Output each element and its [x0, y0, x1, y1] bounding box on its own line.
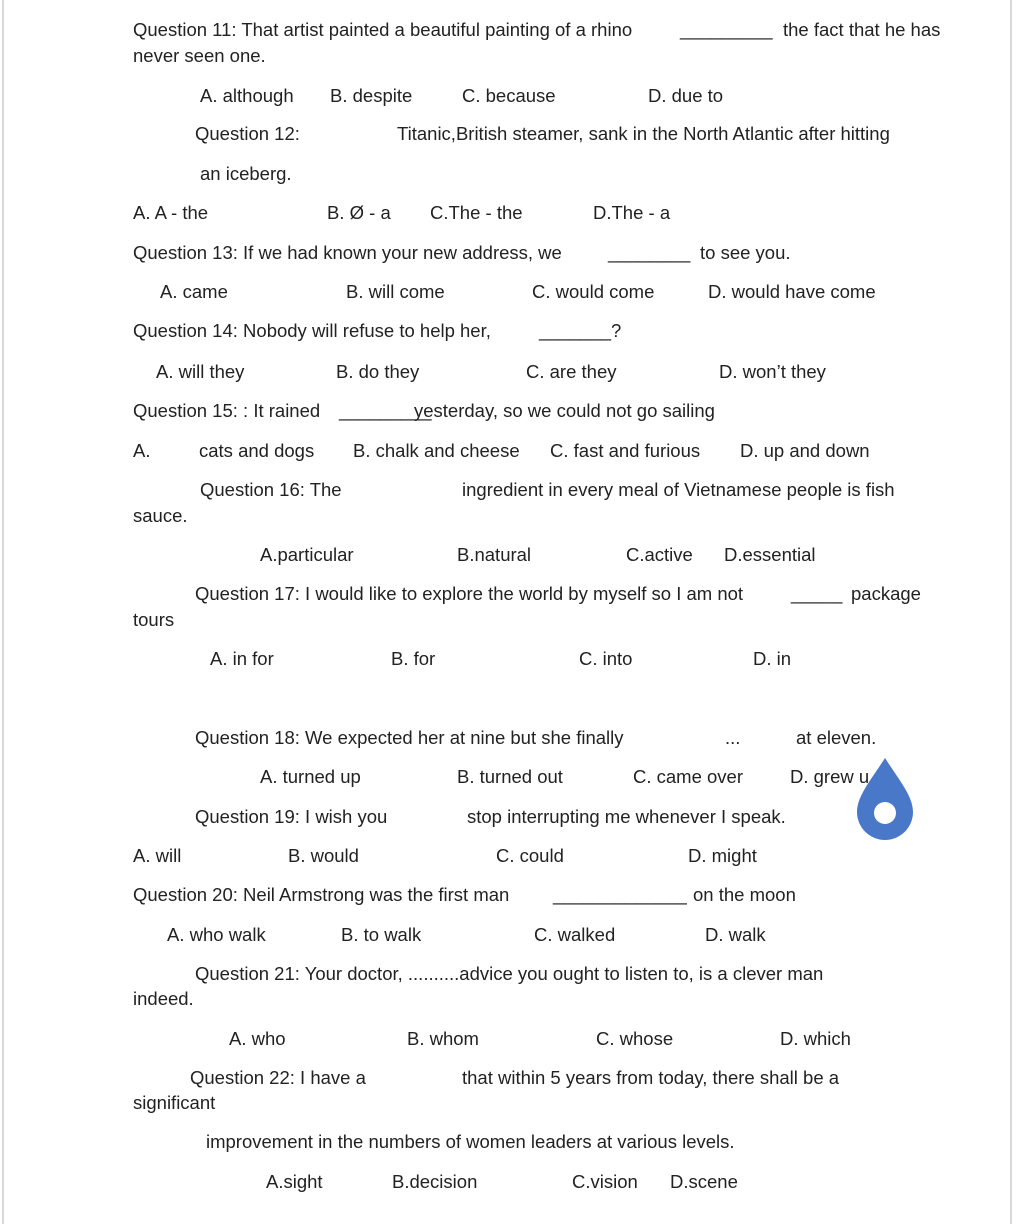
q15-option-a: cats and dogs	[199, 440, 315, 461]
q15-option-b: B. chalk and cheese	[353, 440, 520, 461]
q12-stem-line2: an iceberg.	[200, 163, 292, 184]
q17-option-b: B. for	[391, 648, 436, 669]
q18-option-d: D. grew u	[790, 766, 870, 787]
q18-stem: Question 18: We expected her at nine but she finally	[195, 727, 624, 748]
q18-option-b: B. turned out	[457, 766, 563, 787]
q22-option-c: C.vision	[572, 1171, 638, 1192]
q18-option-a: A. turned up	[260, 766, 361, 787]
q17-option-d: D. in	[753, 648, 792, 669]
q12-option-d: D.The - a	[593, 202, 671, 223]
q19-option-d: D. might	[688, 845, 757, 866]
q11-option-d: D. due to	[648, 85, 724, 106]
left-page-border	[2, 0, 4, 1224]
q16-stem: Question 16: The	[200, 479, 342, 500]
q22-option-b: B.decision	[392, 1171, 478, 1192]
q22-stem-line2: significant	[133, 1092, 216, 1113]
q12-option-a: A. A - the	[133, 202, 209, 223]
q15-option-d: D. up and down	[740, 440, 870, 461]
right-page-border	[1010, 0, 1012, 1224]
q14-option-b: B. do they	[336, 361, 420, 382]
q11-stem: Question 11: That artist painted a beautiful painting of a rhino	[133, 19, 633, 40]
q20-stem: Question 20: Neil Armstrong was the first man	[133, 884, 510, 905]
q20-option-d: D. walk	[705, 924, 766, 945]
q19-option-b: B. would	[288, 845, 359, 866]
q21-option-b: B. whom	[407, 1028, 479, 1049]
q18-dots: ...	[725, 727, 741, 748]
q17-stem-line2: tours	[133, 609, 175, 630]
q16-stem-line2: sauce.	[133, 505, 188, 526]
q11-option-c: C. because	[462, 85, 556, 106]
q12-stem-cont: Titanic,British steamer, sank in the North Atlantic after hitting	[397, 123, 890, 144]
q11-option-a: A. although	[200, 85, 294, 106]
q15-option-a-letter: A.	[133, 440, 151, 461]
q14-blank: _______?	[539, 320, 622, 341]
water-drop-icon[interactable]	[855, 756, 915, 842]
q20-stem-cont: on the moon	[693, 884, 796, 905]
q13-stem: Question 13: If we had known your new address, we	[133, 242, 562, 263]
q19-stem-cont: stop interrupting me whenever I speak.	[467, 806, 786, 827]
q22-stem-line3: improvement in the numbers of women leaders at various levels.	[206, 1131, 735, 1152]
q14-stem: Question 14: Nobody will refuse to help her,	[133, 320, 491, 341]
q14-option-d: D. won’t they	[719, 361, 826, 382]
q21-stem-line2: indeed.	[133, 988, 194, 1009]
q22-stem-cont: that within 5 years from today, there shall be a	[462, 1067, 840, 1088]
q21-option-a: A. who	[229, 1028, 286, 1049]
q13-option-c: C. would come	[532, 281, 655, 302]
q22-option-a: A.sight	[266, 1171, 323, 1192]
q16-option-c: C.active	[626, 544, 693, 565]
q11-option-b: B. despite	[330, 85, 413, 106]
q17-option-c: C. into	[579, 648, 633, 669]
q13-blank: ________	[608, 242, 691, 263]
q19-option-c: C. could	[496, 845, 564, 866]
q20-option-c: C. walked	[534, 924, 616, 945]
q11-blank: _________	[680, 19, 773, 40]
water-drop-icon-graphic	[855, 756, 915, 842]
q16-stem-cont: ingredient in every meal of Vietnamese people is fish	[462, 479, 895, 500]
q19-option-a: A. will	[133, 845, 182, 866]
q19-stem: Question 19: I wish you	[195, 806, 388, 827]
q13-option-d: D. would have come	[708, 281, 876, 302]
q13-option-a: A. came	[160, 281, 228, 302]
q16-option-a: A.particular	[260, 544, 354, 565]
q21-stem: Question 21: Your doctor, ..........advice you ought to listen to, is a clever man	[195, 963, 824, 984]
q17-option-a: A. in for	[210, 648, 274, 669]
q21-option-c: C. whose	[596, 1028, 674, 1049]
q21-option-d: D. which	[780, 1028, 851, 1049]
q12-option-b: B. Ø - a	[327, 202, 391, 223]
q17-stem-cont: package	[851, 583, 921, 604]
q17-blank: _____	[791, 583, 843, 604]
q22-option-d: D.scene	[670, 1171, 738, 1192]
q22-stem: Question 22: I have a	[190, 1067, 366, 1088]
q20-option-b: B. to walk	[341, 924, 422, 945]
q11-stem-line2: never seen one.	[133, 45, 266, 66]
q14-option-a: A. will they	[156, 361, 245, 382]
q11-stem-cont: the fact that he has	[783, 19, 941, 40]
q15-blank: _________	[339, 400, 432, 421]
q18-stem-cont: at eleven.	[796, 727, 877, 748]
q16-option-d: D.essential	[724, 544, 816, 565]
q15-stem: Question 15: : It rained	[133, 400, 321, 421]
q17-stem: Question 17: I would like to explore the world by myself so I am not	[195, 583, 744, 604]
q20-option-a: A. who walk	[167, 924, 266, 945]
q14-option-c: C. are they	[526, 361, 617, 382]
q12-stem: Question 12:	[195, 123, 300, 144]
q15-stem-cont: yesterday, so we could not go sailing	[414, 400, 715, 421]
q18-option-c: C. came over	[633, 766, 744, 787]
q13-stem-cont: to see you.	[700, 242, 791, 263]
q15-option-c: C. fast and furious	[550, 440, 701, 461]
q16-option-b: B.natural	[457, 544, 532, 565]
q12-option-c: C.The - the	[430, 202, 523, 223]
q13-option-b: B. will come	[346, 281, 445, 302]
q20-blank: _____________	[553, 884, 687, 905]
